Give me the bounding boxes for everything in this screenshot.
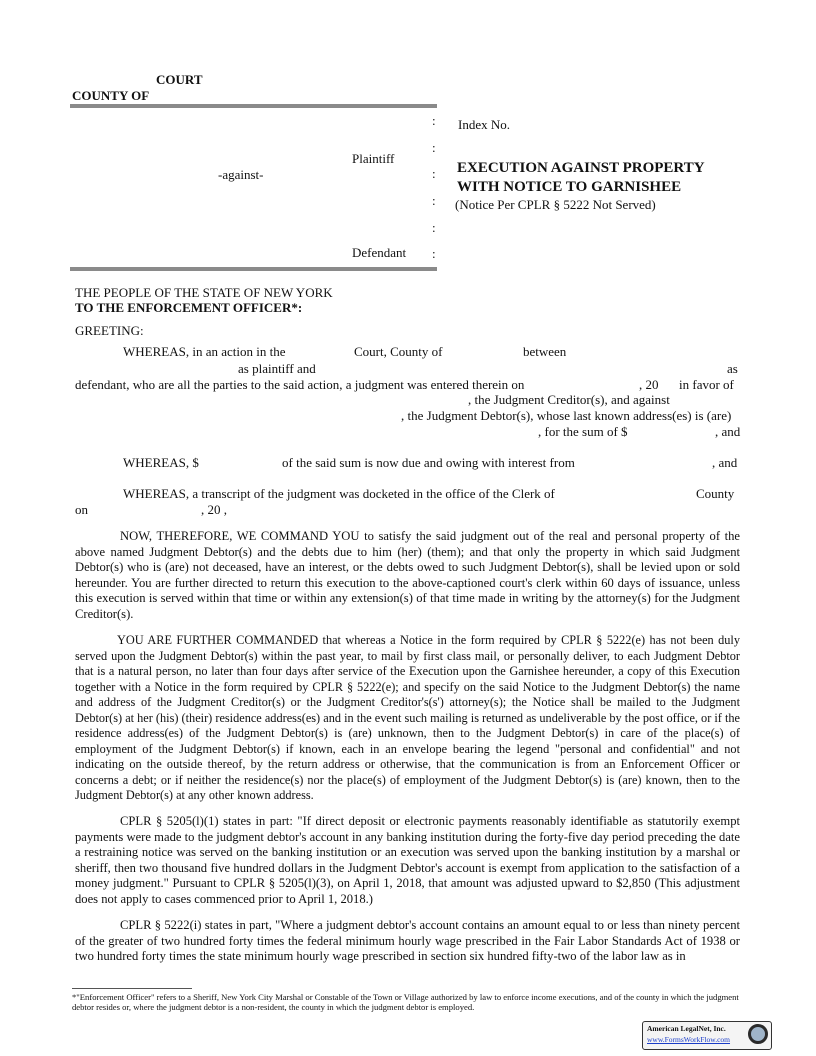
caption-colon: : — [432, 246, 436, 261]
publisher-logo[interactable] — [642, 1021, 772, 1050]
whereas1-line6-a: , for the sum of $ — [538, 424, 628, 439]
whereas1-line1-a: WHEREAS, in an action in the — [123, 344, 286, 359]
publisher-url[interactable]: www.FormsWorkFlow.com — [647, 1035, 731, 1044]
caption-colon: : — [432, 220, 436, 235]
whereas3-d: , 20 , — [201, 502, 227, 517]
whereas1-line3-b: , 20 — [639, 377, 659, 392]
whereas1-line2-b: as — [727, 361, 738, 376]
caption-colon: : — [432, 140, 436, 155]
whereas3-c: on — [75, 502, 88, 517]
people-of-state: THE PEOPLE OF THE STATE OF NEW YORK — [75, 285, 333, 300]
whereas1-line5: , the Judgment Debtor(s), whose last known address(es) is (are) — [401, 408, 732, 423]
whereas1-line2-a: as plaintiff and — [238, 361, 316, 376]
whereas1-line3-c: in favor of — [679, 377, 734, 392]
defendant-label: Defendant — [352, 245, 407, 260]
caption-colon: : — [432, 193, 436, 208]
whereas1-line4: , the Judgment Creditor(s), and against — [468, 392, 670, 407]
to-enforcement-officer: TO THE ENFORCEMENT OFFICER*: — [75, 300, 303, 315]
form-title-line2: WITH NOTICE TO GARNISHEE — [457, 179, 682, 195]
plaintiff-label: Plaintiff — [352, 151, 395, 166]
form-subtitle: (Notice Per CPLR § 5222 Not Served) — [455, 197, 656, 212]
greeting: GREETING: — [75, 323, 144, 338]
caption-colon: : — [432, 166, 436, 181]
whereas1-line1-b: Court, County of — [354, 344, 443, 359]
form-title-line1: EXECUTION AGAINST PROPERTY — [457, 160, 705, 176]
footnote-rule — [72, 988, 192, 989]
caption-colon: : — [432, 113, 436, 128]
against-label: -against- — [218, 167, 264, 182]
whereas2-b: of the said sum is now due and owing with interest from — [282, 455, 575, 470]
index-number-label: Index No. — [458, 117, 510, 132]
footnote: *"Enforcement Officer" refers to a Sheriff, New York City Marshal or Constable of the Town or Village authorized by law to enforce income executions, and of the county in which the judgment debtor resides or, where the judgment debtor is a non-resident, the county in which the judgment debtor is employed. — [72, 992, 739, 1012]
command-paragraph: NOW, THEREFORE, WE COMMAND YOU to satisfy the said judgment out of the real and personal property of the above named Judgment Debtor(s) and the debts due to him (her) (them); and that only the property in which said Judgment Debtor(s) who is (are) not deceased, have an interest, or the debts owed to such Judgment Debtor(s), shall be levied upon or sold hereunder. You are further directed to return this execution to the above-captioned court's clerk within 60 days of issuance, unless this execution is served within that time or within any extension(s) of that time made in writing by the attorney(s) for the Judgment Creditor(s). — [75, 529, 740, 621]
caption-bottom-rule — [70, 267, 437, 271]
whereas1-line6-b: , and — [715, 424, 741, 439]
cplr-5222-paragraph: CPLR § 5222(i) states in part, "Where a judgment debtor's account contains an amount equal to or less than ninety percent of the greater of two hundred forty times the federal minimum hourly wage prescribed in the Fair Labor Standards Act of 1938 or two hundred forty times the state minimum hourly wage prescribed in section six hundred fifty-two of the labor law as in — [75, 918, 740, 963]
whereas1-line3-a: defendant, who are all the parties to the said action, a judgment was entered therein on — [75, 377, 525, 392]
cplr-5205-paragraph: CPLR § 5205(l)(1) states in part: "If direct deposit or electronic payments reasonably identifiable as statutorily exempt payments were made to the judgment debtor's account in any banking institution during the forty-five day period preceding the date a restraining notice was served on the banking institution or an execution was served upon the banking institution by a marshal or sheriff, then two thousand five hundred dollars in the Judgment Debtor's account is exempt from application to the satisfaction of a money judgment." Pursuant to CPLR § 5205(l)(3), on April 1, 2018, that amount was adjusted upward to $2,850 (This adjustment does not apply to cases commenced prior to April 1, 2018.) — [75, 814, 740, 906]
county-label: COUNTY OF — [72, 88, 150, 103]
whereas3-b: County — [696, 486, 735, 501]
further-commanded-paragraph: YOU ARE FURTHER COMMANDED that whereas a Notice in the form required by CPLR § 5222(e) has not been duly served upon the Judgment Debtor(s) within the past year, to mail by first class mail, or personally deliver, to each Judgment Debtor that is a natural person, no later than four days after service of the Execution upon the Garnishee hereunder, a copy of this Execution together with a Notice in the form required by CPLR § 5222(e); and specify on the said Notice to the Judgment Debtor(s) the name and address of the Judgment Creditor(s) or the Judgment Creditor's(s') attorney(s); the Notice shall be mailed to the Judgment Debtor(s) at her (his) (their) residence address(es) and in the event such mailing is returned as undeliverable by the post office, or if the residence address(es) of the Judgment Debtor(s) is (are) unknown, then to the Judgment Debtor(s) in care of the place(s) of employment of the Judgment Debtor(s) if known, each in an envelope bearing the legend "personal and confidential" and not indicating on the outside thereof, by the return address or otherwise, that the communication is from an Enforcement Officer or concerns a debt; or if neither the residence(s) nor the place(s) of employment of the Judgment Debtor(s) is (are) known, then to the Judgment Debtor(s) at any other known address. — [75, 633, 740, 802]
whereas2-a: WHEREAS, $ — [123, 455, 199, 470]
whereas1-line1-c: between — [523, 344, 567, 359]
publisher-name: American LegalNet, Inc. — [647, 1024, 726, 1033]
globe-icon — [748, 1024, 768, 1044]
caption-top-rule — [70, 104, 437, 108]
whereas2-c: , and — [712, 455, 738, 470]
whereas3-a: WHEREAS, a transcript of the judgment was docketed in the office of the Clerk of — [123, 486, 555, 501]
court-label: COURT — [156, 72, 203, 87]
